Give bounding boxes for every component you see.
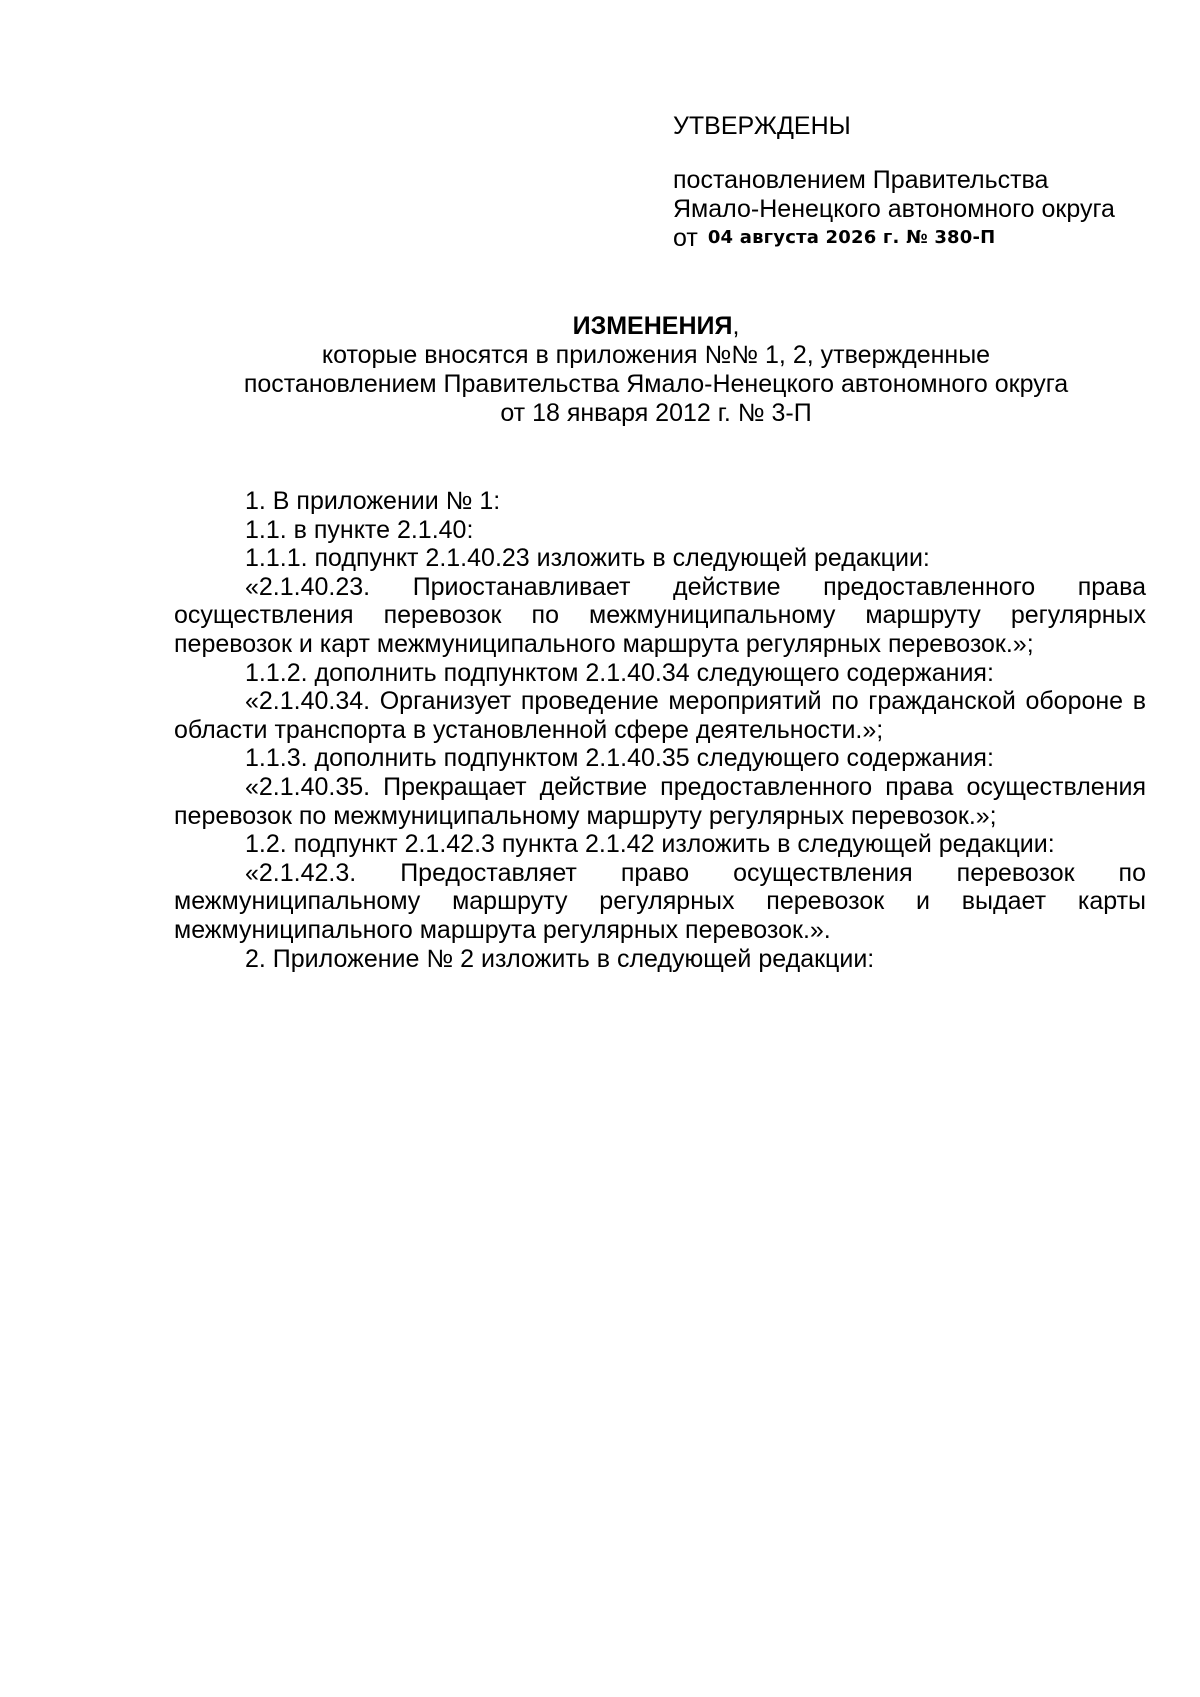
paragraph-2-1-40-34: «2.1.40.34. Организует проведение мероприятий по гражданской обороне в области транспорта в установленной сфере деятельности.»; (174, 687, 1146, 744)
paragraph-1-1-2: 1.1.2. дополнить подпунктом 2.1.40.34 следующего содержания: (245, 658, 994, 687)
paragraph-1-1-1: 1.1.1. подпункт 2.1.40.23 изложить в следующей редакции: (245, 544, 930, 573)
approval-line-2: Ямало-Ненецкого автономного округа (673, 195, 1115, 223)
approval-date-prefix: от (673, 224, 698, 252)
approval-date-line (673, 224, 1153, 255)
title-line-2: которые вносятся в приложения №№ 1, 2, утвержденные (321, 341, 991, 369)
paragraph-1-1-3: 1.1.3. дополнить подпунктом 2.1.40.35 следующего содержания: (245, 744, 994, 773)
approved-label: УТВЕРЖДЕНЫ (673, 112, 851, 140)
title-word: ИЗМЕНЕНИЯ (572, 312, 733, 340)
paragraph-1-1: 1.1. в пункте 2.1.40: (245, 515, 474, 544)
title-line-1 (160, 312, 1152, 341)
document-body (174, 487, 1146, 973)
approval-block (673, 112, 1153, 255)
title-comma: , (732, 312, 740, 340)
title-line-4: от 18 января 2012 г. № 3-П (500, 399, 812, 427)
paragraph-1: 1. В приложении № 1: (245, 487, 501, 515)
title-line-3: постановлением Правительства Ямало-Ненецкого автономного округа (243, 370, 1069, 398)
document-title (160, 312, 1152, 428)
paragraph-2-1-42-3: «2.1.42.3. Предоставляет право осуществления перевозок по межмуниципальному маршруту регулярных перевозок и выдает карты межмуниципального маршрута регулярных перевозок.». (174, 858, 1146, 944)
paragraph-2: 2. Приложение № 2 изложить в следующей редакции: (245, 944, 875, 973)
approval-date-stamp: 04 августа 2026 г. № 380-П (707, 227, 996, 248)
paragraph-1-2: 1.2. подпункт 2.1.42.3 пункта 2.1.42 изложить в следующей редакции: (245, 830, 1055, 859)
paragraph-2-1-40-35: «2.1.40.35. Прекращает действие предоставленного права осуществления перевозок по межмуниципальному маршруту регулярных перевозок.»; (174, 772, 1146, 830)
approval-line-1: постановлением Правительства (673, 166, 1049, 194)
paragraph-2-1-40-23: «2.1.40.23. Приостанавливает действие предоставленного права осуществления перевозок по межмуниципальному маршруту регулярных перевозок и карт межмуниципального маршрута регулярных перевозок.»; (174, 572, 1146, 658)
